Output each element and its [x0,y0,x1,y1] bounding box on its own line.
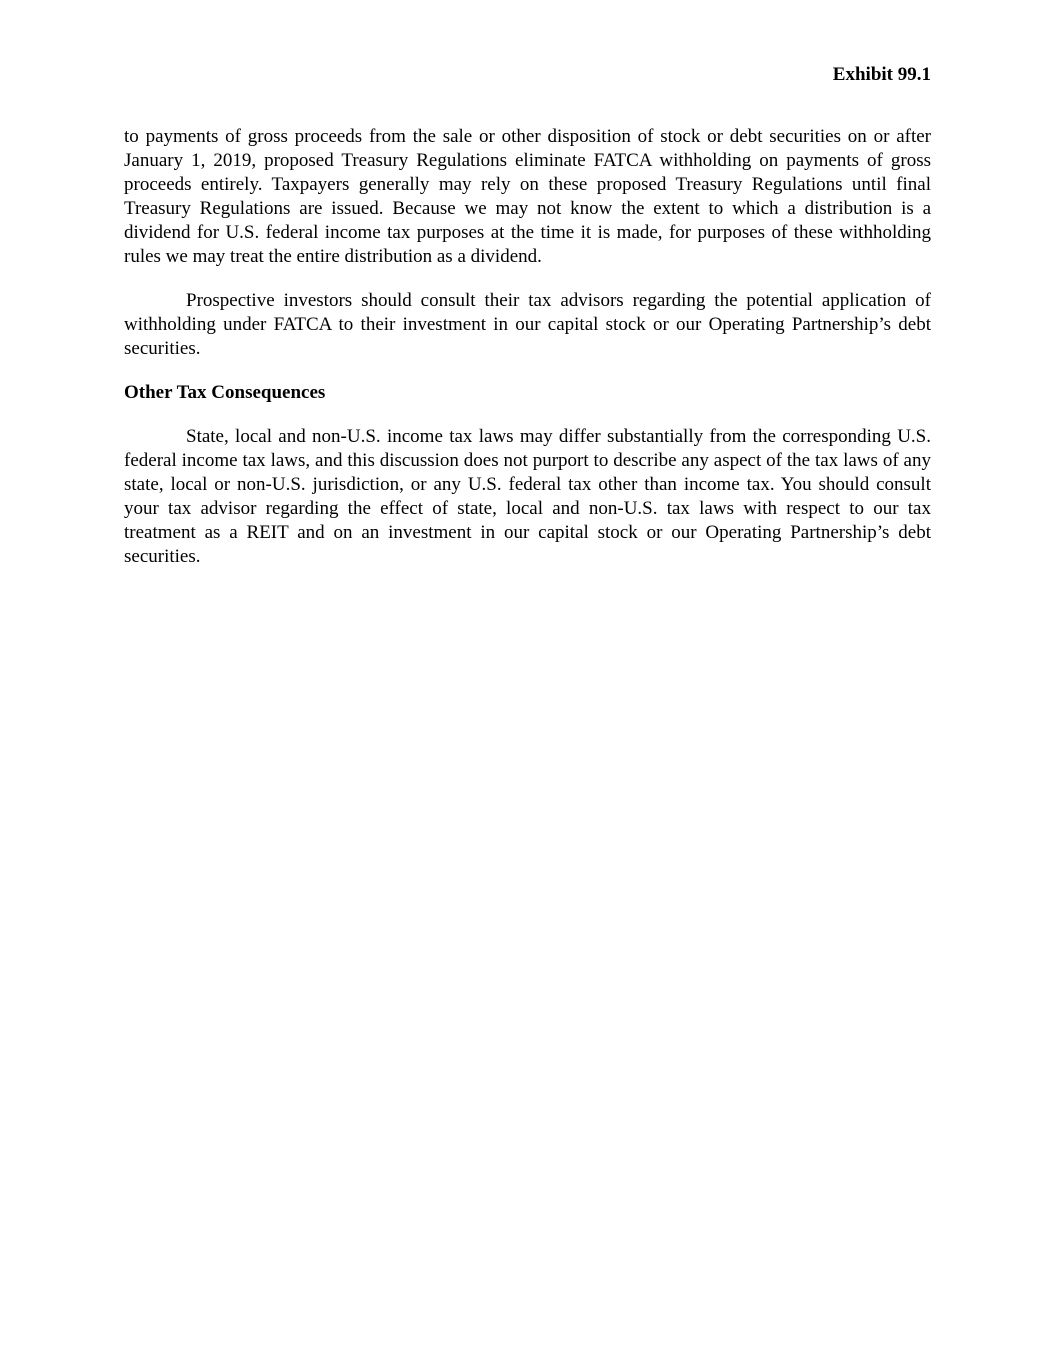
section-heading: Other Tax Consequences [124,382,326,403]
exhibit-label: Exhibit 99.1 [832,64,931,85]
paragraph-fatca-withholding: to payments of gross proceeds from the sale or other disposition of stock or debt securities on or after January 1, 2019, proposed Treasury Regulations eliminate FATCA withholding on payments of gross proceeds entirely. Taxpayers generally may rely on these proposed Treasury Regulations until final Treasury Regulations are issued. Because we may not know the extent to which a distribution is a dividend for U.S. federal income tax purposes at the time it is made, for purposes of these withholding rules we may treat the entire distribution as a dividend. [124,126,931,267]
paragraph-state-local-taxes: State, local and non-U.S. income tax laws may differ substantially from the corresponding U.S. federal income tax laws, and this discussion does not purport to describe any aspect of the tax laws of any state, local or non-U.S. jurisdiction, or any U.S. federal tax other than income tax. You should consult your tax advisor regarding the effect of state, local and non-U.S. tax laws with respect to our tax treatment as a REIT and on an investment in our capital stock or our Operating Partnership’s debt securities. [124,426,931,567]
document-body [124,125,931,569]
paragraph-prospective-investors: Prospective investors should consult their tax advisors regarding the potential application of withholding under FATCA to their investment in our capital stock or our Operating Partnership’s debt securities. [124,290,931,359]
